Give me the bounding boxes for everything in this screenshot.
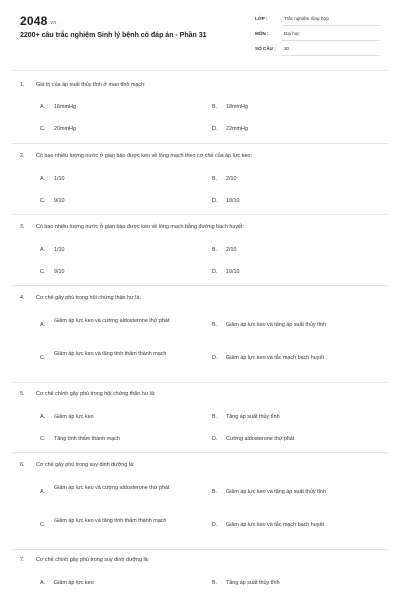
divider	[12, 143, 388, 144]
option-letter: D.	[212, 355, 218, 361]
option-text: Giảm áp lực keo và tăng tính thấm thành mạch	[54, 351, 167, 357]
class-label: LỚP :	[255, 16, 268, 21]
divider	[12, 382, 388, 383]
question-count-field	[255, 44, 380, 56]
site-logo[interactable]	[20, 14, 56, 28]
question-text: Cơ chế chính gây phù trong suy dinh dưỡng là:	[36, 557, 150, 563]
question-count-label: SỐ CÂU :	[255, 46, 276, 51]
option-letter: B.	[212, 580, 218, 586]
option-text: Tăng tính thấm thành mạch	[54, 436, 120, 442]
divider	[12, 214, 388, 215]
option-text: 1/10	[54, 247, 65, 253]
option-text: Giảm áp lực keo và tắc mạch bạch huyết	[226, 522, 324, 528]
option-letter: A.	[40, 104, 46, 110]
question-stem	[20, 462, 135, 468]
option-letter: A.	[40, 247, 46, 253]
question-number: 5.	[20, 391, 25, 397]
question-text: Giá trị của áp suất thủy tĩnh ở mao tĩnh mạch:	[36, 82, 146, 88]
field-underline	[282, 25, 380, 26]
option-text: Giảm áp lực keo và cường aldosterone thứ phát	[54, 318, 170, 324]
option-letter: C.	[40, 522, 46, 528]
question-number: 6.	[20, 462, 25, 468]
divider	[12, 70, 388, 71]
question-stem	[20, 82, 146, 88]
question-count-value: 30	[284, 46, 290, 51]
question-stem	[20, 295, 141, 301]
option-letter: B.	[212, 247, 218, 253]
option-letter: C.	[40, 269, 46, 275]
question-number: 7.	[20, 557, 25, 563]
field-underline	[282, 55, 380, 56]
document-header	[0, 0, 400, 70]
option-text: 20mmHg	[54, 126, 76, 132]
option-text: 2/10	[226, 247, 237, 253]
option-letter: B.	[212, 322, 218, 328]
question-number: 4.	[20, 295, 25, 301]
option-letter: C.	[40, 126, 46, 132]
subject-label: MÔN :	[255, 31, 269, 36]
question-stem	[20, 557, 149, 563]
question-stem	[20, 153, 252, 159]
option-letter: D.	[212, 436, 218, 442]
option-text: Tăng áp suất thủy tĩnh	[226, 414, 280, 420]
subject-field	[255, 29, 380, 41]
option-letter: B.	[212, 104, 218, 110]
question-text: Có bao nhiêu lượng nước ở gian bào được kéo về lòng mạch theo cơ chế của áp lực keo:	[36, 153, 252, 159]
question-number: 1.	[20, 82, 25, 88]
option-text: 1/10	[54, 176, 65, 182]
option-letter: A.	[40, 176, 46, 182]
divider	[12, 285, 388, 286]
option-letter: A.	[40, 322, 46, 328]
option-letter: B.	[212, 414, 218, 420]
question-number: 3.	[20, 224, 25, 230]
option-text: 9/10	[54, 269, 65, 275]
option-letter: B.	[212, 176, 218, 182]
option-text: 10/10	[226, 269, 240, 275]
option-letter: A.	[40, 414, 46, 420]
option-text: Giảm áp lực keo và tăng áp suất thủy tĩnh	[226, 322, 327, 328]
option-text: Tăng áp suất thủy tĩnh	[226, 580, 280, 586]
field-underline	[282, 40, 380, 41]
question-stem	[20, 224, 244, 230]
question-text: Cơ chế gây phù trong suy dinh dưỡng là:	[36, 462, 135, 468]
option-text: Giảm áp lực keo	[54, 414, 94, 420]
class-field	[255, 14, 380, 26]
option-text: Giảm áp lực keo và cường aldosterone thứ phát	[54, 485, 170, 491]
option-letter: D.	[212, 198, 218, 204]
logo-tld: .vn	[48, 20, 57, 26]
option-text: 9/10	[54, 198, 65, 204]
option-text: 18mmHg	[226, 104, 248, 110]
option-letter: A.	[40, 580, 46, 586]
option-letter: D.	[212, 522, 218, 528]
divider	[12, 452, 388, 453]
subject-value: Đại học	[284, 31, 300, 36]
option-letter: D.	[212, 269, 218, 275]
class-value: Trắc nghiệm tổng hợp	[284, 16, 329, 21]
option-text: Giảm áp lực keo và tắc mạch bạch huyết	[226, 355, 324, 361]
question-number: 2.	[20, 153, 25, 159]
option-letter: C.	[40, 355, 46, 361]
option-text: 10/10	[226, 198, 240, 204]
question-text: Cơ chế chính gây phù trong hội chứng thận hư là:	[36, 391, 156, 397]
option-text: Cường aldosterone thứ phát	[226, 436, 295, 442]
option-text: 2/10	[226, 176, 237, 182]
question-stem	[20, 391, 156, 397]
option-text: Giảm áp lực keo và tăng áp suất thủy tĩnh	[226, 489, 327, 495]
option-letter: C.	[40, 198, 46, 204]
divider	[12, 549, 388, 550]
document-title: 2200+ câu trắc nghiệm Sinh lý bệnh có đáp án - Phần 31	[20, 32, 207, 39]
question-text: Có bao nhiêu lượng nước ở gian bào được kéo về lòng mạch bằng đường bạch huyết:	[36, 224, 245, 230]
option-letter: A.	[40, 489, 46, 495]
option-letter: C.	[40, 436, 46, 442]
option-text: 16mmHg	[54, 104, 76, 110]
option-letter: B.	[212, 489, 218, 495]
option-text: 22mmHg	[226, 126, 248, 132]
option-text: Giảm áp lực keo và tăng tính thấm thành mạch	[54, 518, 167, 524]
question-text: Cơ chế gây phù trong hội chứng thận hư là:	[36, 295, 141, 301]
logo-text: 2048	[20, 14, 48, 28]
option-text: Giảm áp lực keo	[54, 580, 94, 586]
option-letter: D.	[212, 126, 218, 132]
